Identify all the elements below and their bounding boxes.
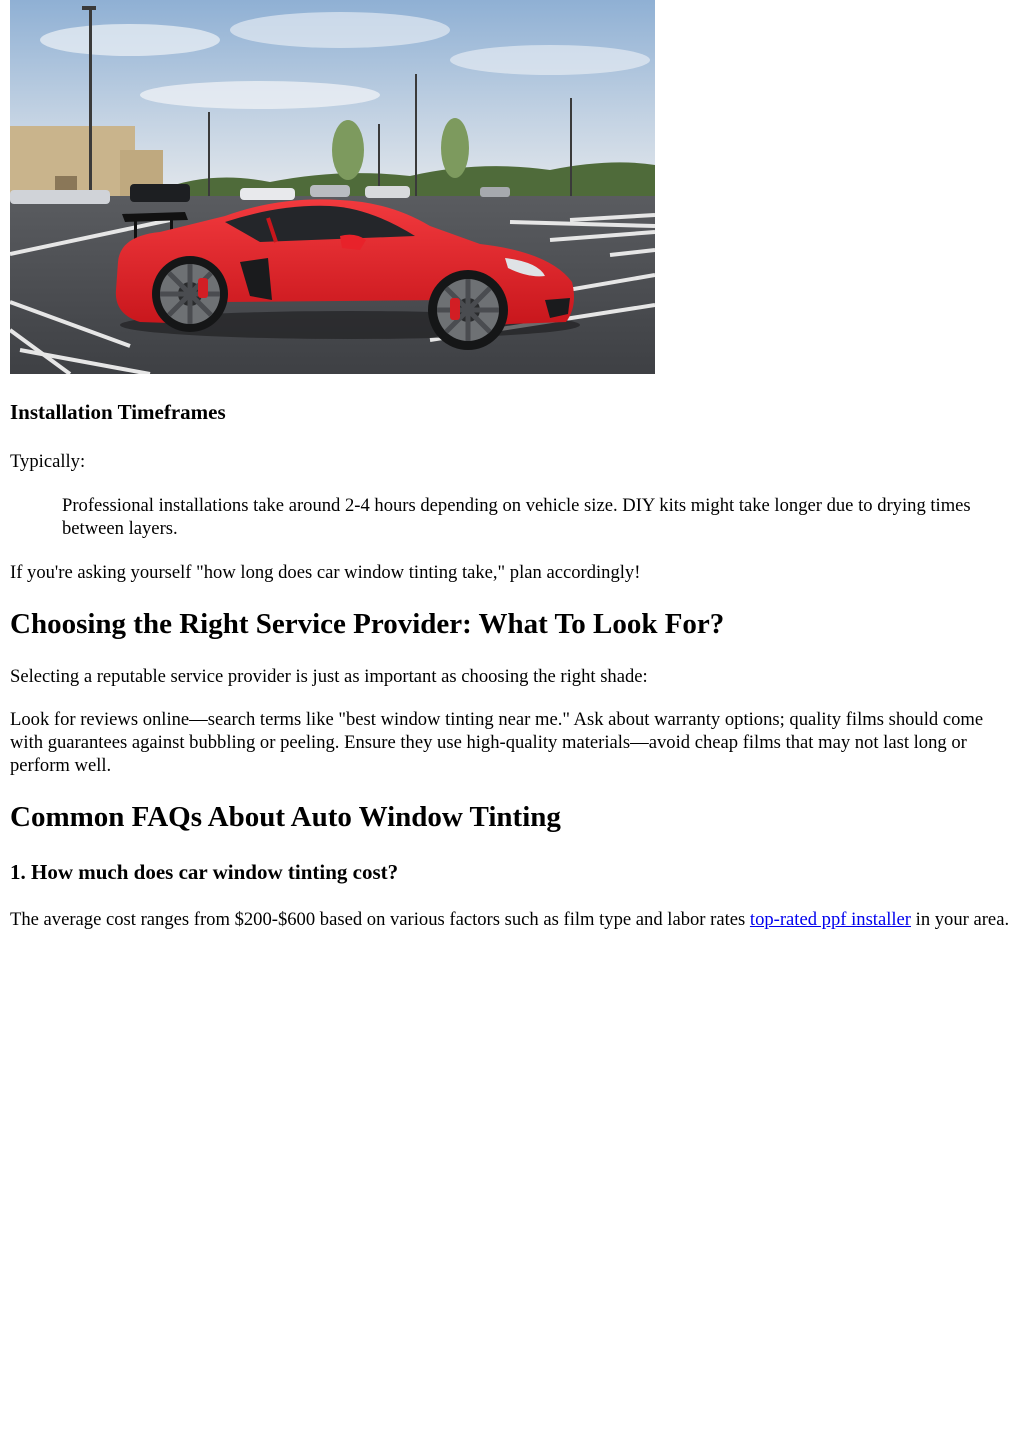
service-provider-heading: Choosing the Right Service Provider: What To Look For? xyxy=(10,608,725,640)
installation-timeframes-heading: Installation Timeframes xyxy=(10,400,226,424)
car-photo xyxy=(10,0,655,374)
faq-cost-answer xyxy=(10,908,1014,931)
service-provider-intro: Selecting a reputable service provider is just as important as choosing the right shade: xyxy=(10,666,648,687)
plan-accordingly-text: If you're asking yourself "how long does car window tinting take," plan accordingly! xyxy=(10,562,641,583)
article xyxy=(10,0,1014,931)
typically-text: Typically: xyxy=(10,451,86,472)
faq-cost-heading: 1. How much does car window tinting cost? xyxy=(10,860,399,884)
service-provider-paragraph: Look for reviews online—search terms like "best window tinting near me." Ask about warranty options; quality films should come with guarantees against bubbling or peeling. Ensure they use high-quality materials—avoid cheap films that may not last long or perform well. xyxy=(10,709,984,776)
faq-cost-text: The average cost ranges from $200-$600 based on various factors such as film type and labor rates xyxy=(10,909,750,930)
faqs-heading: Common FAQs About Auto Window Tinting xyxy=(10,801,561,833)
installation-quote: Professional installations take around 2-4 hours depending on vehicle size. DIY kits might take longer due to drying times between layers. xyxy=(62,495,971,539)
faq-cost-text-end: in your area. xyxy=(911,909,1010,930)
ppf-installer-link[interactable]: top-rated ppf installer xyxy=(749,909,911,930)
